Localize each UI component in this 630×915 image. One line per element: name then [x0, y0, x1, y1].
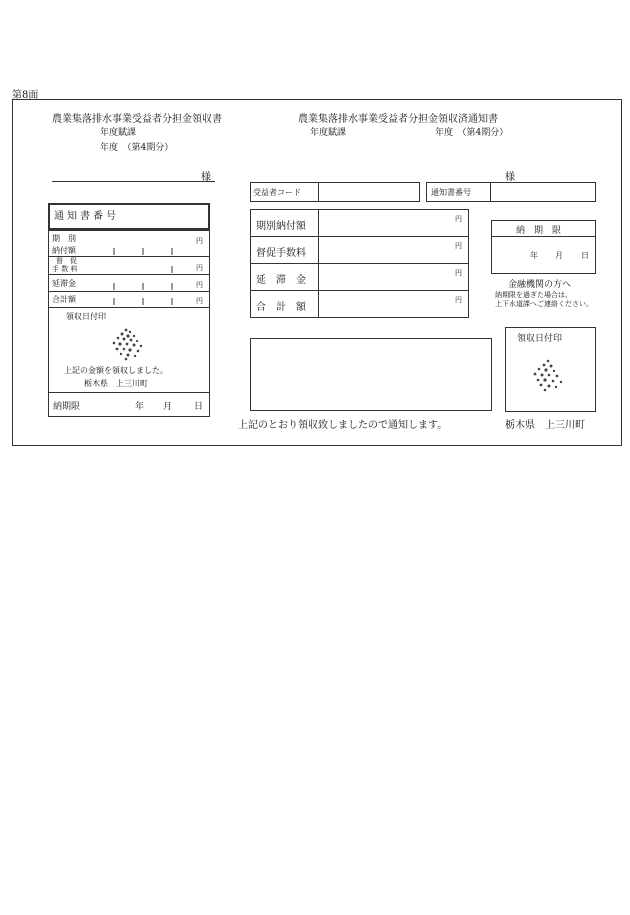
receipt-stamp-icon [108, 326, 148, 362]
receipt-stamp-label: 領収日付印 [66, 312, 106, 321]
receipt-entai-label: 延滞金 [52, 279, 76, 288]
receipt-due-label: 納期限 [53, 402, 81, 412]
notice-town: 栃木県 上三川町 [505, 420, 585, 431]
bank-title: 金融機関の方へ [508, 280, 572, 290]
receipt-tokusoku-label2: 手 数 料 [52, 265, 78, 273]
notice-number-label: 通知書番号 [431, 188, 471, 197]
notice-due-header: 納 期 限 [516, 226, 562, 236]
amounts-row-divider [250, 263, 469, 264]
receipt-due-year: 年 [135, 402, 145, 412]
receipt-title: 農業集落排水事業受益者分担金領収書 [52, 114, 222, 125]
receipt-year-period: 年度 （第4期分） [100, 143, 174, 153]
receipt-yen-2: 円 [196, 264, 203, 272]
notice-blank-box [250, 338, 492, 411]
code-divider [318, 182, 319, 202]
receipt-notice-box [48, 203, 210, 230]
receipt-row-divider [48, 307, 210, 308]
bank-line-1: 納期限を過ぎた場合は、 [495, 291, 572, 299]
notice-year-assess: 年度賦課 [310, 128, 347, 138]
notice-entai-label: 延 滞 金 [256, 275, 306, 286]
notice-gokei-label: 合 計 額 [256, 302, 306, 313]
notice-sama: 様 [505, 172, 515, 183]
receipt-yen-3: 円 [196, 281, 203, 289]
notice-due-day: 日 [581, 251, 589, 260]
notice-yen-2: 円 [455, 242, 462, 250]
amounts-row-divider [250, 290, 469, 291]
receipt-received-text: 上記の金額を領収しました。 [64, 366, 168, 375]
receipt-year-assess: 年度賦課 [100, 128, 137, 138]
notice-due-month: 月 [555, 251, 563, 260]
notice-title: 農業集落排水事業受益者分担金領収済通知書 [298, 114, 498, 125]
receipt-kibetsu-label1: 期 別 [52, 234, 76, 243]
page-label: 第8面 [12, 90, 39, 101]
receipt-kibetsu-label2: 納付額 [52, 246, 76, 255]
receipt-due-month: 月 [163, 402, 173, 412]
notice-number-divider [490, 182, 491, 202]
receipt-town: 栃木県 上三川町 [84, 379, 148, 388]
receipt-yen-4: 円 [196, 297, 203, 305]
beneficiary-code-label: 受益者コード [253, 188, 301, 197]
receipt-name-line [52, 181, 215, 182]
receipt-digit-ticks [100, 240, 190, 306]
amounts-row-divider [250, 236, 469, 237]
receipt-sama: 様 [201, 172, 211, 183]
receipt-tokusoku-label1: 督 促 [56, 257, 77, 265]
notice-yen-3: 円 [455, 269, 462, 277]
receipt-row-divider [48, 392, 210, 393]
notice-tokusoku-label: 督促手数料 [256, 248, 306, 259]
receipt-gokei-label: 合計額 [52, 295, 76, 304]
notice-stamp-icon [528, 358, 568, 394]
receipt-yen-1: 円 [196, 237, 203, 245]
receipt-due-day: 日 [194, 402, 204, 412]
notice-yen-4: 円 [455, 296, 462, 304]
notice-stamp-label: 領収日付印 [517, 334, 563, 344]
bank-line-2: 上下水道課へご連絡ください。 [495, 300, 593, 308]
notice-year-period: 年度 （第4期分） [435, 128, 509, 138]
receipt-notice-label: 通知書番号 [54, 211, 119, 222]
notice-due-year: 年 [530, 251, 538, 260]
notice-yen-1: 円 [455, 215, 462, 223]
notice-kibetsu-label: 期別納付額 [256, 221, 306, 232]
notice-notify-text: 上記のとおり領収致しましたので通知します。 [238, 420, 448, 431]
due-header-divider [491, 236, 596, 237]
